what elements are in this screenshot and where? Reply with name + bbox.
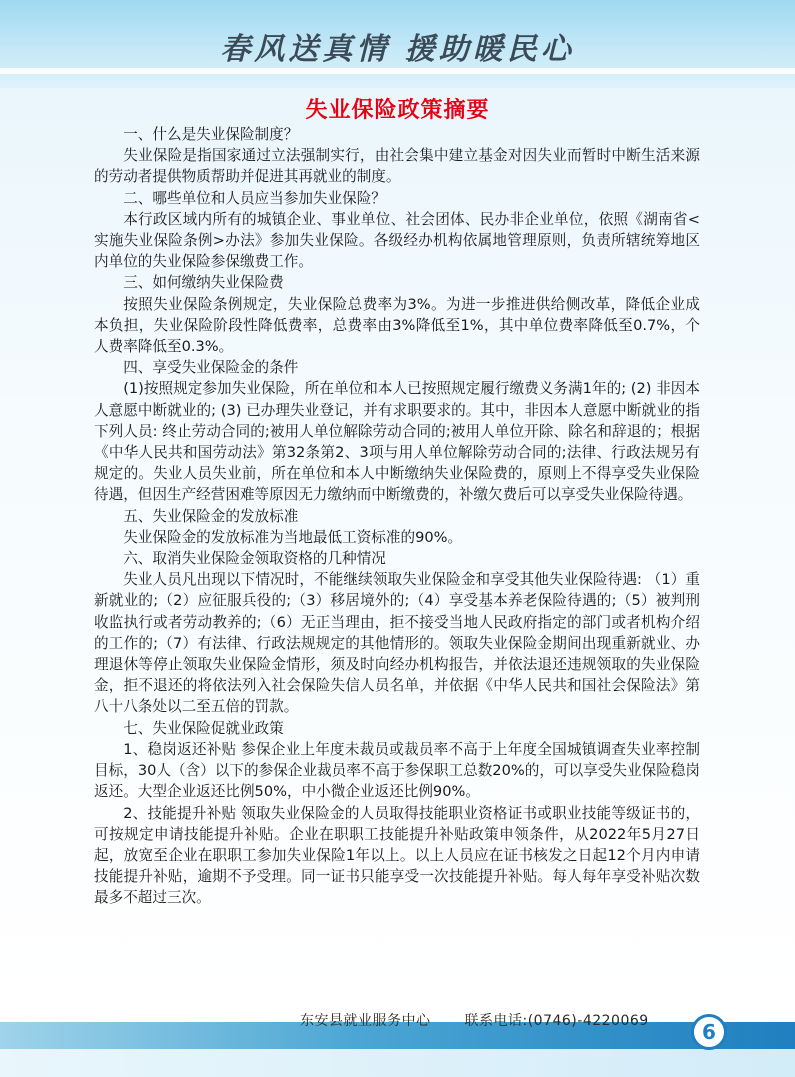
section-heading: 五、失业保险金的发放标准 [123, 507, 299, 525]
section-heading: 三、如何缴纳失业保险费 [123, 274, 284, 292]
section-heading: 七、失业保险促就业政策 [123, 719, 284, 737]
section-heading: 一、什么是失业保险制度？ [123, 126, 299, 143]
document-body [94, 124, 700, 909]
footer-organization: 东安县就业服务中心 [300, 1013, 431, 1029]
page-number: 6 [691, 1014, 727, 1050]
paragraph: 本行政区域内所有的城镇企业、事业单位、社会团体、民办非企业单位，依照《湖南省<实施失业保险条例>办法》参加失业保险。各级经办机构依属地管理原则，负责所辖统筹地区内单位的失业保险参保缴费工作。 [94, 210, 700, 271]
paragraph: 失业保险金的发放标准为当地最低工资标准的90%。 [123, 528, 463, 546]
paragraph: 失业人员凡出现以下情况时，不能继续领取失业保险金和享受其他失业保险待遇: （1）重新就业的;（2）应征服兵役的;（3）移居境外的;（4）享受基本养老保险待遇的;（5）被判刑收监执行或者劳动教养的;（6）无正当理由，拒不接受当地人民政府指定的部门或者机构介绍的工作的;（7）有法律、行政法规规定的其他情形的。领取失业保险金期间出现重新就业、办理退休等停止领取失业保险金情形，须及时向经办机构报告，并依法退还违规领取的失业保险金，拒不退还的将依法列入社会保险失信人员名单，并依据《中华人民共和国社会保险法》第八十八条处以二至五倍的罚款。 [94, 571, 700, 716]
paragraph: 1、稳岗返还补贴 参保企业上年度未裁员或裁员率不高于上年度全国城镇调查失业率控制目标，30人（含）以下的参保企业裁员率不高于参保职工总数20%的，可以享受失业保险稳岗返还。大型企业返还比例50%，中小微企业返还比例90%。 [94, 740, 700, 801]
section-heading: 四、享受失业保险金的条件 [123, 359, 299, 377]
footer-light-band [0, 1049, 795, 1077]
paragraph: 失业保险是指国家通过立法强制实行，由社会集中建立基金对因失业而暂时中断生活来源的劳动者提供物质帮助并促进其再就业的制度。 [94, 147, 700, 186]
section-heading: 二、哪些单位和人员应当参加失业保险？ [123, 189, 386, 207]
footer-phone: 联系电话:(0746)-4220069 [464, 1013, 649, 1029]
footer-contact [300, 1010, 649, 1030]
banner-slogan: 春风送真情 援助暖民心 [220, 32, 575, 67]
paragraph: 2、技能提升补贴 领取失业保险金的人员取得技能职业资格证书或职业技能等级证书的，可按规定申请技能提升补贴。企业在职职工技能提升补贴政策申领条件，从2022年5月27日起，放宽至企业在职职工参加失业保险1年以上。以上人员应在证书核发之日起12个月内申请技能提升补贴，逾期不予受理。同一证书只能享受一次技能提升补贴。每人每年享受补贴次数最多不超过三次。 [94, 804, 700, 907]
document-title: 失业保险政策摘要 [305, 98, 490, 123]
paragraph: 按照失业保险条例规定，失业保险总费率为3%。为进一步推进供给侧改革，降低企业成本负担，失业保险阶段性降低费率，总费率由3%降低至1%，其中单位费率降低至0.7%，个人费率降低至0.3%。 [94, 295, 700, 356]
section-heading: 六、取消失业保险金领取资格的几种情况 [123, 550, 386, 568]
banner-stripe [0, 68, 795, 74]
header-banner [0, 0, 795, 88]
paragraph: (1)按照规定参加失业保险，所在单位和本人已按照规定履行缴费义务满1年的; (2) 非因本人意愿中断就业的; (3) 已办理失业登记，并有求职要求的。其中，非因本人意愿中断就业的指下列人员: 终止劳动合同的;被用人单位解除劳动合同的;被用人单位开除、除名和辞退的；根据《中华人民共和国劳动法》第32条第2、3项与用人单位解除劳动合同的;法律、行政法规另有规定的。失业人员失业前，所在单位和本人中断缴纳失业保险费的，原则上不得享受失业保险待遇，但因生产经营困难等原因无力缴纳而中断缴费的，补缴欠费后可以享受失业保险待遇。 [94, 380, 700, 504]
